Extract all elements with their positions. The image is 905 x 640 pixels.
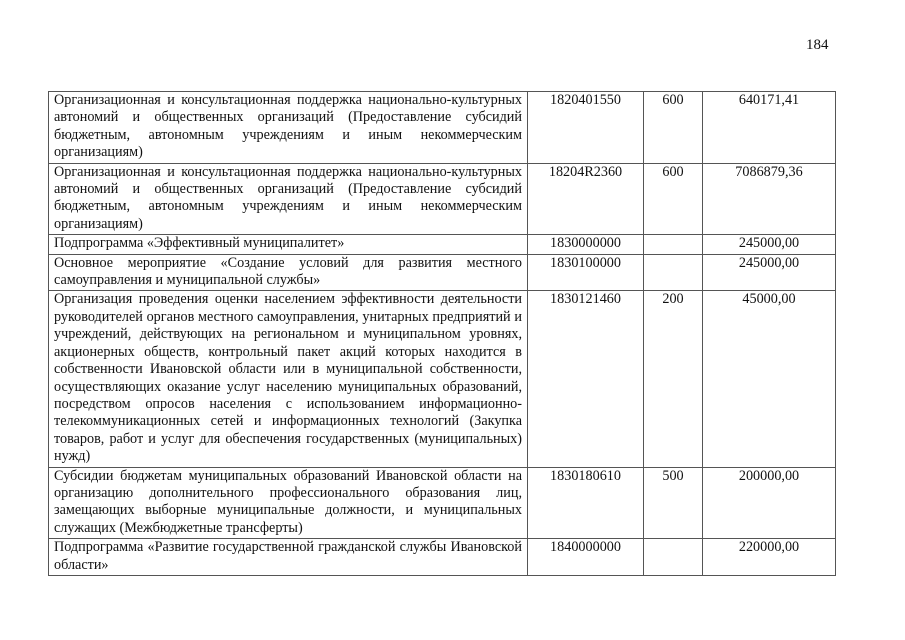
row-code-cell: 1840000000 [528, 539, 644, 576]
row-amount-cell: 45000,00 [703, 291, 836, 467]
row-name-cell: Подпрограмма «Эффективный муниципалитет» [49, 235, 528, 254]
row-code-cell: 1830180610 [528, 467, 644, 539]
table-row [49, 467, 836, 539]
row-amount-cell: 245000,00 [703, 254, 836, 291]
row-code-cell: 18204R2360 [528, 163, 644, 235]
table-row [49, 254, 836, 291]
row-type-cell: 200 [644, 291, 703, 467]
row-name-cell: Подпрограмма «Развитие государственной гражданской службы Ивановской области» [49, 539, 528, 576]
row-type-cell: 600 [644, 163, 703, 235]
row-name-cell: Субсидии бюджетам муниципальных образований Ивановской области на организацию дополнительного профессионального образования лиц, замещающих выборные муниципальные должности, и муниципальных служащих (Межбюджетные трансферты) [49, 467, 528, 539]
row-code-cell: 1830121460 [528, 291, 644, 467]
row-type-cell [644, 235, 703, 254]
row-name-cell: Основное мероприятие «Создание условий для развития местного самоуправления и муниципальной службы» [49, 254, 528, 291]
row-code-cell: 1830000000 [528, 235, 644, 254]
row-type-cell: 500 [644, 467, 703, 539]
row-amount-cell: 245000,00 [703, 235, 836, 254]
row-name-cell: Организационная и консультационная поддержка национально-культурных автономий и общественных организаций (Предоставление субсидий бюджетным, автономным учреждениям и иным некоммерческим организациям) [49, 92, 528, 164]
table-row [49, 92, 836, 164]
row-type-cell: 600 [644, 92, 703, 164]
row-name-cell: Организационная и консультационная поддержка национально-культурных автономий и общественных организаций (Предоставление субсидий бюджетным, автономным учреждениям и иным некоммерческим организациям) [49, 163, 528, 235]
row-amount-cell: 7086879,36 [703, 163, 836, 235]
page-number: 184 [806, 37, 829, 53]
table-row [49, 291, 836, 467]
table-row [49, 235, 836, 254]
row-amount-cell: 220000,00 [703, 539, 836, 576]
row-amount-cell: 640171,41 [703, 92, 836, 164]
row-name-cell: Организация проведения оценки населением эффективности деятельности руководителей органов местного самоуправления, унитарных предприятий и учреждений, действующих на региональном и муниципальном уровнях, акционерных обществ, контрольный пакет акций которых находится в собственности Ивановской области или в муниципальной собственности, осуществляющих оказание услуг населению муниципальных образований, посредством опросов населения с использованием информационно-телекоммуникационных сетей и информационных технологий (Закупка товаров, работ и услуг для обеспечения государственных (муниципальных) нужд) [49, 291, 528, 467]
row-code-cell: 1820401550 [528, 92, 644, 164]
row-type-cell [644, 254, 703, 291]
table-row [49, 163, 836, 235]
row-type-cell [644, 539, 703, 576]
row-code-cell: 1830100000 [528, 254, 644, 291]
table-row [49, 539, 836, 576]
budget-table [48, 91, 836, 576]
row-amount-cell: 200000,00 [703, 467, 836, 539]
